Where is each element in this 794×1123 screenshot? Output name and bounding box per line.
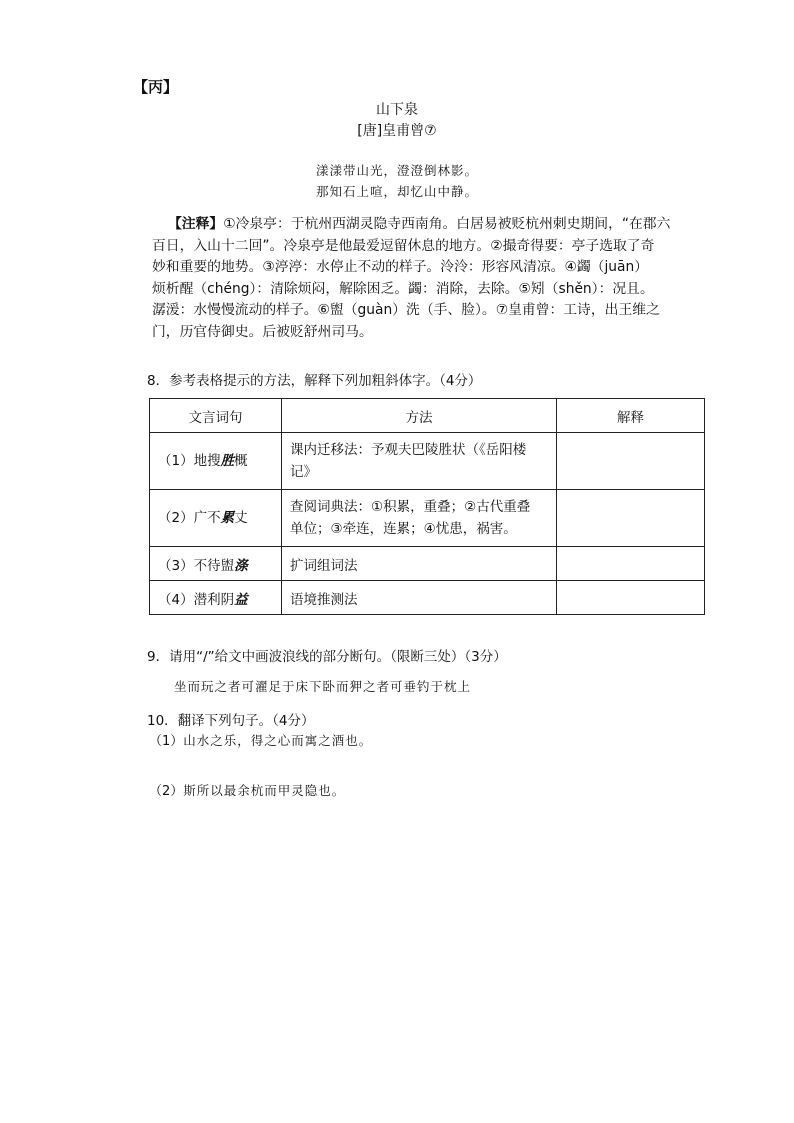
poem-line: 那知石上喧，却忆山中静。	[315, 184, 478, 199]
annotation-line: 烦析醒（chéng）：清除烦闷，解除困乏。蠲：消除，去除。⑤矧（shěn）：况且。	[152, 280, 654, 297]
annotation-heading: 【注释】	[168, 216, 224, 232]
method-cell: 课内迁移法：予观夫巴陵胜状（《岳阳楼 记》	[282, 433, 557, 490]
wavy-passage: 坐而玩之者可濯足于床下卧而狎之者可垂钓于枕上	[174, 679, 472, 694]
item-sentence: 山水之乐，得之心而寓之酒也。	[183, 733, 373, 748]
annotation-line: 门，历官侍御史。后被贬舒州司马。	[152, 323, 373, 340]
question-9-prompt: 9．请用“/”给文中画波浪线的部分断句。（限断三处）（3分）	[147, 649, 507, 665]
answer-cell[interactable]	[557, 433, 705, 490]
question-8-prompt: 8．参考表格提示的方法，解释下列加粗斜体字。（4分）	[147, 373, 482, 389]
section-label: 【丙】	[133, 78, 179, 96]
annotation-line: 潺湲：水慢慢流动的样子。⑥盥（guàn）洗（手、脸）。⑦皇甫曾：工诗，出王维之	[152, 302, 660, 319]
item-sentence: 斯所以最余杭而甲灵隐也。	[183, 783, 346, 798]
annotation-line: 妙和重要的地势。③渟渟：水停止不动的样子。泠泠：形容风清凉。④蠲（juān）	[152, 259, 649, 276]
methods-table	[149, 398, 705, 615]
annotation-line: 【注释】①冷泉亭：于杭州西湖灵隐寺西南角。白居易被贬杭州刺史期间，“在郡六	[168, 216, 671, 232]
translation-item	[149, 730, 372, 749]
keyword: 益	[234, 591, 248, 608]
table-row	[150, 547, 705, 581]
poem-line: 漾漾带山光，澄澄倒林影。	[315, 163, 478, 178]
method-cell: 扩词组词法	[282, 547, 557, 581]
item-number: （2）	[149, 784, 184, 799]
table-header-row	[150, 399, 705, 433]
column-header: 解释	[557, 399, 705, 433]
poem-author: [唐]皇甫曾⑦	[357, 123, 437, 139]
table-row	[150, 433, 705, 490]
method-cell: 查阅词典法：①积累，重叠；②古代重叠 单位；③牵连，连累；④忧患，祸害。	[282, 490, 557, 547]
table-row	[150, 490, 705, 547]
answer-cell[interactable]	[557, 581, 705, 615]
word-cell: （4）潜利阴益	[150, 581, 282, 615]
item-number: （1）	[149, 734, 184, 749]
column-header: 方法	[282, 399, 557, 433]
word-cell: （3）不待盥涤	[150, 547, 282, 581]
keyword: 涤	[234, 557, 248, 574]
annotation-block	[152, 214, 693, 344]
word-cell: （2）广不累丈	[150, 490, 282, 547]
keyword: 累	[220, 510, 235, 526]
table-row	[150, 581, 705, 615]
poem-title: 山下泉	[376, 102, 418, 118]
answer-cell[interactable]	[557, 547, 705, 581]
answer-cell[interactable]	[557, 490, 705, 547]
method-cell: 语境推测法	[282, 581, 557, 615]
translation-item	[149, 780, 345, 799]
question-10-prompt: 10．翻译下列句子。（4分）	[147, 713, 315, 729]
annotation-line: 百日，入山十二回”。冷泉亭是他最爱逗留休息的地方。②撮奇得要：亭子选取了奇	[152, 237, 655, 254]
word-cell: （1）地搜胜概	[150, 433, 282, 490]
keyword: 胜	[220, 453, 235, 469]
column-header: 文言词句	[150, 399, 282, 433]
